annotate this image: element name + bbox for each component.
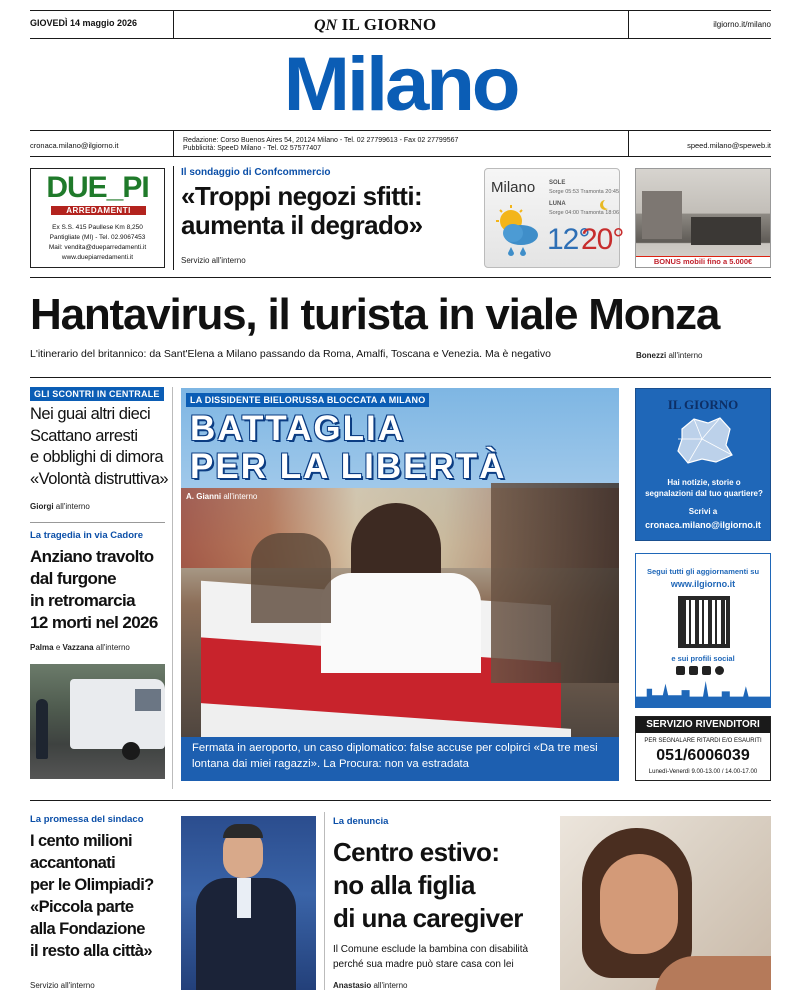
service-text: PER SEGNALARE RITARDI E/O ESAURITI — [644, 738, 762, 744]
kitchen-ad[interactable] — [635, 168, 771, 268]
left-story-1-author: Giorgi — [30, 502, 54, 511]
publisher-name: IL GIORNO — [341, 15, 437, 34]
moon-times: Sorge 04:00 Tramonta 18:06 — [549, 210, 620, 216]
left-story-2-line: 12 morti nel 2026 — [30, 613, 158, 632]
moon-label: LUNA — [549, 201, 566, 207]
left-kicker-2: La tragedia in via Cadore — [30, 530, 143, 541]
issue-date: GIOVEDÌ 14 maggio 2026 — [30, 18, 138, 28]
photo-title-line-1: BATTAGLIA — [190, 409, 405, 448]
qn-mark: QN — [314, 17, 338, 34]
bottom-center-headline[interactable] — [333, 836, 558, 935]
sun-times: Sorge 05:53 Tramonta 20:45 — [549, 189, 620, 195]
bottom-center-credit: all'interno — [373, 981, 408, 990]
lead-author: Bonezzi — [636, 351, 667, 360]
sun-cloud-icon — [491, 203, 541, 258]
photo-title-line-2: PER LA LIBERTÀ — [190, 447, 507, 486]
caregiver-photo[interactable] — [560, 816, 771, 990]
ad-address: Ex S.S. 415 Paullese Km 8,250 — [52, 224, 143, 231]
dueppi-ad[interactable] — [30, 168, 165, 268]
woman-face — [600, 854, 678, 954]
teaser-credit: Servizio all'interno — [181, 256, 246, 265]
bottom-left-line: alla Fondazione — [30, 920, 145, 938]
left-story-1-line: Scattano arresti — [30, 426, 138, 445]
ad-sub: ARREDAMENTI — [51, 206, 146, 215]
social-promo[interactable] — [635, 553, 771, 708]
newsroom-promo[interactable] — [635, 388, 771, 541]
address-line-1: Redazione: Corso Buenos Aires 54, 20124 Milano - Tel. 02 27799613 - Fax 02 27799567 — [183, 137, 459, 144]
lead-credit: all'interno — [668, 351, 703, 360]
left-story-2-line: Anziano travolto — [30, 547, 154, 566]
bottom-center-author: Anastasio — [333, 981, 372, 990]
lead-summary: L'itinerario del britannico: da Sant'Elena a Milano passando da Roma, Amalfi, Toscana e Venezia. Ma è negativo — [30, 348, 551, 360]
photo-caption: Fermata in aeroporto, un caso diplomatico: false accuse per colpirci «Da tre mesi lontana dai miei ragazzi». La Procura: non va estradata — [192, 742, 598, 770]
left-story-2[interactable] — [30, 546, 175, 634]
left-story-1-byline — [30, 502, 90, 511]
bottom-center-line: Centro estivo: — [333, 837, 500, 867]
ad-brand: DUE_PI — [46, 171, 149, 204]
person-figure — [36, 699, 48, 759]
bottom-left-line: I cento milioni — [30, 832, 132, 850]
promo-brand: IL GIORNO — [667, 397, 739, 412]
bottom-center-line: no alla figlia — [333, 870, 475, 900]
bottom-left-story[interactable] — [30, 830, 175, 962]
service-phone[interactable]: 051/6006039 — [656, 747, 750, 764]
temp-max: 20° — [581, 223, 624, 256]
mayor-photo[interactable] — [181, 816, 316, 990]
service-box — [635, 716, 771, 781]
weather-city: Milano — [491, 179, 536, 196]
skyline-graphic — [636, 681, 770, 707]
sun-label: SOLE — [549, 180, 566, 186]
mayor-hair — [223, 824, 263, 838]
address-line-2: Pubblicità: SpeeD Milano - Tel. 02 57577407 — [183, 145, 322, 152]
site-url[interactable]: ilgiorno.it/milano — [713, 20, 771, 29]
publisher-logo — [314, 15, 436, 35]
bottom-left-kicker: La promessa del sindaco — [30, 814, 144, 825]
moon-icon — [603, 199, 613, 209]
promo-write: Scrivi a — [688, 507, 718, 516]
accident-photo[interactable] — [30, 664, 165, 779]
ad-web: www.duepiarredamenti.it — [61, 254, 134, 261]
promo-text: Hai notizie, storie o segnalazioni dal tuo quartiere? — [645, 478, 763, 498]
woman-shirt — [321, 573, 481, 673]
whatsapp-icon[interactable] — [715, 666, 724, 675]
photo-author: A. Gianni — [186, 492, 222, 501]
left-story-1[interactable] — [30, 404, 170, 490]
left-story-2-author-1: Palma — [30, 643, 54, 652]
left-story-2-author-2: Vazzana — [62, 643, 94, 652]
left-story-2-line: dal furgone — [30, 569, 116, 588]
teaser-kicker: Il sondaggio di Confcommercio — [181, 167, 331, 178]
mayor-shirt — [237, 878, 251, 918]
social-profiles: e sui profili social — [671, 654, 735, 663]
newsroom-email[interactable]: cronaca.milano@ilgiorno.it — [30, 141, 119, 150]
left-story-1-line: Nei guai altri dieci — [30, 405, 151, 423]
bottom-left-line: per le Olimpiadi? — [30, 876, 154, 894]
bottom-left-credit: Servizio all'interno — [30, 981, 95, 990]
photo-credit: all'interno — [223, 492, 258, 501]
left-story-2-and: e — [55, 643, 61, 652]
ads-email[interactable]: speed.milano@speweb.it — [687, 141, 771, 150]
van-window — [135, 689, 161, 711]
tiktok-icon[interactable] — [702, 666, 711, 675]
service-hours: Lunedì-Venerdì 9.00-13.00 / 14.00-17.00 — [648, 769, 758, 775]
photo-byline — [186, 492, 257, 501]
kitchen-cabinet — [642, 191, 682, 239]
weather-widget — [484, 168, 624, 268]
crowd-left — [251, 533, 331, 623]
qr-code-icon[interactable] — [678, 596, 730, 648]
lead-byline — [636, 351, 702, 360]
van-wheel — [122, 742, 140, 760]
ad-mail: Mail: vendita@dueparredamenti.it — [48, 244, 147, 251]
lead-headline[interactable]: Hantavirus, il turista in viale Monza — [30, 290, 720, 339]
social-text: Segui tutti gli aggiornamenti su — [646, 567, 760, 576]
bottom-left-line: il resto alla città» — [30, 942, 152, 960]
left-story-1-line: «Volontà distruttiva» — [30, 469, 169, 488]
social-site[interactable]: www.ilgiorno.it — [670, 579, 736, 589]
left-story-1-line: e obblighi di dimora — [30, 448, 164, 466]
photo-title[interactable] — [190, 410, 506, 486]
left-story-2-credit: all'interno — [95, 643, 130, 652]
crowd-right — [491, 483, 619, 683]
photo-kicker: LA DISSIDENTE BIELORUSSA BLOCCATA A MILANO — [186, 393, 429, 407]
bottom-center-kicker: La denuncia — [333, 816, 389, 827]
facebook-icon[interactable] — [689, 666, 698, 675]
bottom-left-line: accantonati — [30, 854, 116, 872]
instagram-icon[interactable] — [676, 666, 685, 675]
bottom-center-summary: Il Comune esclude la bambina con disabilità perché sua madre può stare casa con lei — [333, 944, 529, 970]
left-story-2-byline — [30, 643, 130, 652]
kitchen-island — [691, 217, 761, 245]
ad-city: Pantigliate (MI) - Tel. 02.9067453 — [49, 234, 146, 241]
masthead-title: Milano — [283, 42, 518, 127]
temp-min: 12° — [547, 223, 590, 256]
left-story-1-credit: all'interno — [55, 502, 90, 511]
left-story-2-line: in retromarcia — [30, 591, 135, 610]
left-kicker-1: GLI SCONTRI IN CENTRALE — [30, 387, 164, 401]
city-map-icon — [672, 415, 736, 465]
bottom-left-line: «Piccola parte — [30, 898, 134, 916]
service-title: SERVIZIO RIVENDITORI — [636, 717, 770, 733]
bottom-center-line: di una caregiver — [333, 903, 523, 933]
bottom-center-byline — [333, 981, 407, 990]
kitchen-banner: BONUS mobili fino a 5.000€ — [636, 256, 770, 267]
promo-email[interactable]: cronaca.milano@ilgiorno.it — [645, 520, 761, 530]
social-icons — [676, 666, 732, 676]
teaser-headline[interactable]: «Troppi negozi sfitti: aumenta il degrado» — [181, 181, 423, 240]
